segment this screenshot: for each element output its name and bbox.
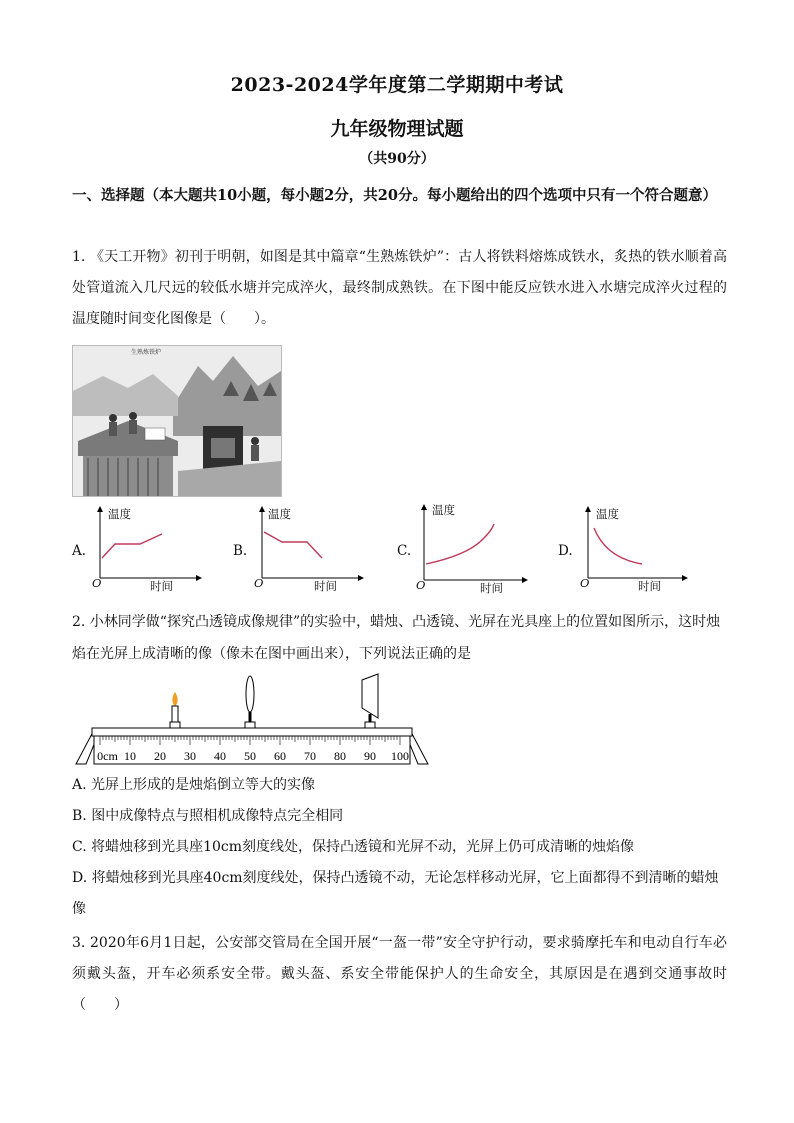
screen-stem	[369, 714, 372, 722]
ruler-label: 50	[244, 749, 256, 763]
q2-option-c[interactable]: C. 将蜡烛移到光具座10cm刻度线处，保持凸透镜和光屏不动，光屏上仍可成清晰的烛焰像	[72, 839, 635, 855]
section-heading: 一、选择题（本大题共10小题，每小题2分，共20分。每小题给出的四个选项中只有一个符合题意）	[72, 187, 717, 204]
y-label: 温度	[108, 507, 131, 521]
ironworks-illustration	[72, 345, 282, 497]
y-label: 温度	[268, 507, 291, 521]
y-axis-arrow	[97, 506, 103, 512]
question-3-text: 3. 2020年6月1日起，公安部交管局在全国开展“一盔一带”安全守护行动，要求骑摩托车和电动自行车必须戴头盔，开车必须系安全带。戴头盔、系安全带能保护人的生命安全，其原因是在遇到交通事故时（ ）	[72, 935, 727, 1013]
origin-label: O	[92, 576, 102, 590]
lens-stem	[249, 712, 252, 722]
ruler-label: 30	[184, 749, 196, 763]
question-1-text: 1. 《天工开物》初刊于明朝，如图是其中篇章“生熟炼铁炉”：古人将铁料熔炼成铁水，炙热的铁水顺着高处管道流入几尺远的较低水塘并完成淬火，最终制成熟铁。在下图中能反应铁水进入水塘完成淬火过程的温度随时间变化图像是（ ）。	[72, 249, 727, 327]
screen-holder	[365, 722, 375, 728]
y-axis-arrow	[259, 506, 265, 512]
origin-label: O	[580, 576, 590, 590]
lens-holder	[245, 722, 255, 728]
light-screen	[362, 674, 378, 728]
q1-option-d-graph[interactable]	[578, 500, 708, 595]
ruler-label: 90	[364, 749, 376, 763]
q2-option-a[interactable]: A. 光屏上形成的是烛焰倒立等大的实像	[72, 777, 316, 793]
x-axis-arrow	[682, 575, 688, 581]
total-score: （共90分）	[359, 151, 435, 167]
optical-bench-diagram	[72, 668, 442, 768]
candle-flame	[172, 692, 177, 706]
ruler-label: 100	[391, 749, 409, 763]
y-axis-arrow	[421, 504, 427, 510]
ruler-label: 10	[124, 749, 136, 763]
temperature-curve	[264, 532, 322, 558]
ruler-label: 40	[214, 749, 226, 763]
origin-label: O	[254, 576, 264, 590]
ironworks-woodcut-image	[73, 346, 281, 496]
q1-option-c-letter[interactable]: C.	[397, 543, 412, 559]
svg-text:生熟炼铁炉: 生熟炼铁炉	[131, 349, 162, 356]
origin-label: O	[416, 578, 426, 592]
ruler-label: 20	[154, 749, 166, 763]
temperature-curve	[102, 534, 162, 558]
y-axis-arrow	[585, 506, 591, 512]
x-label: 时间	[150, 579, 173, 593]
q2-option-b[interactable]: B. 图中成像特点与照相机成像特点完全相同	[72, 808, 344, 824]
x-label: 时间	[638, 579, 661, 593]
q2-option-d[interactable]: D. 将蜡烛移到光具座40cm刻度线处，保持凸透镜不动，无论怎样移动光屏，它上面都得不到清晰的蜡烛像	[72, 870, 719, 917]
x-axis-arrow	[358, 575, 364, 581]
q1-option-a-graph[interactable]	[90, 500, 220, 595]
q1-option-c-graph[interactable]	[414, 500, 544, 595]
ruler-label-0cm: 0cm	[97, 749, 118, 763]
q1-option-b-graph[interactable]	[252, 500, 382, 595]
exam-subtitle: 九年级物理试题	[330, 118, 464, 140]
x-label: 时间	[480, 581, 503, 595]
x-label: 时间	[314, 579, 337, 593]
x-axis-arrow	[522, 577, 528, 583]
ruler-label: 80	[334, 749, 346, 763]
q1-option-b-letter[interactable]: B.	[233, 543, 248, 559]
question-2-text: 2. 小林同学做“探究凸透镜成像规律”的实验中，蜡烛、凸透镜、光屏在光具座上的位置如图所示，这时烛焰在光屏上成清晰的像（像未在图中画出来），下列说法正确的是	[72, 614, 721, 662]
q1-option-a-letter[interactable]: A.	[72, 543, 87, 559]
x-axis-arrow	[196, 575, 202, 581]
temperature-curve	[594, 528, 642, 564]
candle-body	[172, 706, 178, 722]
bench-rail	[92, 728, 412, 736]
ruler-label: 70	[304, 749, 316, 763]
optical-bench-svg	[72, 668, 442, 768]
temperature-curve	[426, 524, 494, 564]
y-label: 温度	[432, 503, 455, 517]
lens-glass	[246, 676, 254, 712]
candle	[170, 692, 180, 728]
ruler-label: 60	[274, 749, 286, 763]
exam-title: 2023-2024学年度第二学期期中考试	[230, 74, 564, 96]
y-label: 温度	[596, 507, 619, 521]
q1-option-d-letter[interactable]: D.	[558, 543, 573, 559]
convex-lens	[245, 676, 255, 728]
candle-holder	[170, 722, 180, 728]
screen-panel	[362, 674, 378, 718]
